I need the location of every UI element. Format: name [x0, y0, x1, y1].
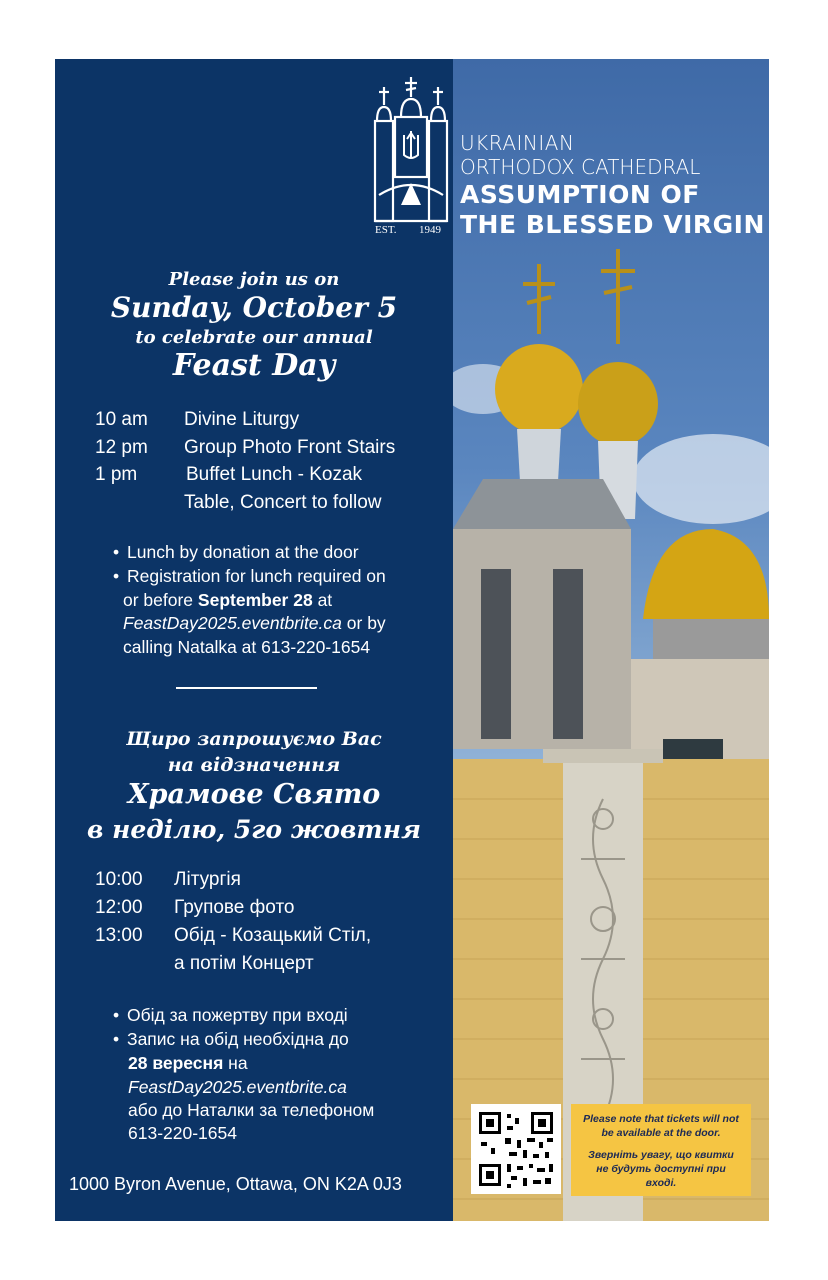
- uk-bullet-2-line4: або до Наталки за телефоном: [128, 1100, 375, 1120]
- poster: [55, 59, 769, 1221]
- en-bullet-2-line4: calling Natalka at 613-220-1654: [123, 637, 371, 657]
- uk-time-2: 12:00: [95, 897, 143, 918]
- en-time-2: 12 pm: [95, 437, 148, 458]
- uk-time-1: 10:00: [95, 869, 143, 890]
- en-desc-1: Divine Liturgy: [184, 409, 300, 430]
- notice-uk: Зверніть увагу, що квитки не будуть доступні при вході.: [588, 1149, 734, 1189]
- trident-icon: [404, 131, 418, 159]
- en-time-1: 10 am: [95, 409, 148, 430]
- uk-bullet-2: • Запис на обід необхідна до: [113, 1029, 349, 1049]
- title-line2: ORTHODOX CATHEDRAL: [460, 155, 701, 179]
- en-desc-2: Group Photo Front Stairs: [184, 437, 396, 458]
- uk-time-3: 13:00: [95, 925, 143, 946]
- en-bullet-2: • Registration for lunch required on: [113, 566, 386, 586]
- uk-invite-line1: Щиро запрошуємо Вас: [126, 728, 382, 750]
- address: 1000 Byron Avenue, Ottawa, ON K2A 0J3: [69, 1174, 402, 1194]
- qr-code-icon: [471, 1104, 561, 1194]
- uk-invite-line2: на відзначення: [167, 754, 341, 776]
- uk-desc-2: Групове фото: [174, 897, 295, 918]
- uk-bullet-2-line2: 28 вересня на: [128, 1053, 248, 1073]
- uk-bullet-2-line5: 613-220-1654: [128, 1123, 237, 1143]
- en-invite-line2: to celebrate our annual: [135, 327, 373, 348]
- en-eventbrite-link[interactable]: FeastDay2025.eventbrite.ca: [123, 613, 342, 633]
- cathedral-photo: [453, 59, 769, 1221]
- uk-desc-3: Обід - Козацький Стіл,: [174, 925, 372, 946]
- left-panel: [55, 59, 453, 1221]
- title-line1: UKRAINIAN: [460, 131, 575, 155]
- en-event-title: Feast Day: [172, 348, 336, 383]
- en-desc-3b: Table, Concert to follow: [184, 492, 382, 513]
- uk-eventbrite-link[interactable]: FeastDay2025.eventbrite.ca: [128, 1077, 347, 1097]
- uk-bullet-1: • Обід за пожертву при вході: [113, 1005, 348, 1025]
- title-line3: ASSUMPTION OF: [460, 180, 700, 209]
- cathedral-emblem: [371, 75, 451, 235]
- title-line4: THE BLESSED VIRGIN: [460, 210, 765, 239]
- uk-event-title: Храмове Свято: [127, 779, 381, 810]
- en-date: Sunday, October 5: [110, 291, 398, 324]
- en-desc-3: Buffet Lunch - Kozak: [186, 464, 363, 485]
- uk-desc-1: Літургія: [174, 869, 241, 890]
- en-bullet-2-line3: FeastDay2025.eventbrite.ca or by: [123, 613, 386, 633]
- uk-desc-3b: а потім Концерт: [174, 953, 314, 974]
- svg-text:EST.: EST.: [375, 224, 397, 235]
- svg-text:1949: 1949: [419, 224, 441, 235]
- en-time-3: 1 pm: [95, 464, 138, 485]
- notice-en: Please note that tickets will not be available at the door.: [583, 1113, 739, 1139]
- qr-code[interactable]: [471, 1104, 561, 1194]
- uk-date: в неділю, 5го жовтня: [86, 815, 422, 844]
- divider: [176, 687, 317, 689]
- notice-box: [571, 1104, 751, 1196]
- en-bullet-2-line2: or before September 28 at: [123, 590, 333, 610]
- en-bullet-1: • Lunch by donation at the door: [113, 542, 359, 562]
- en-invite-line1: Please join us on: [168, 269, 340, 290]
